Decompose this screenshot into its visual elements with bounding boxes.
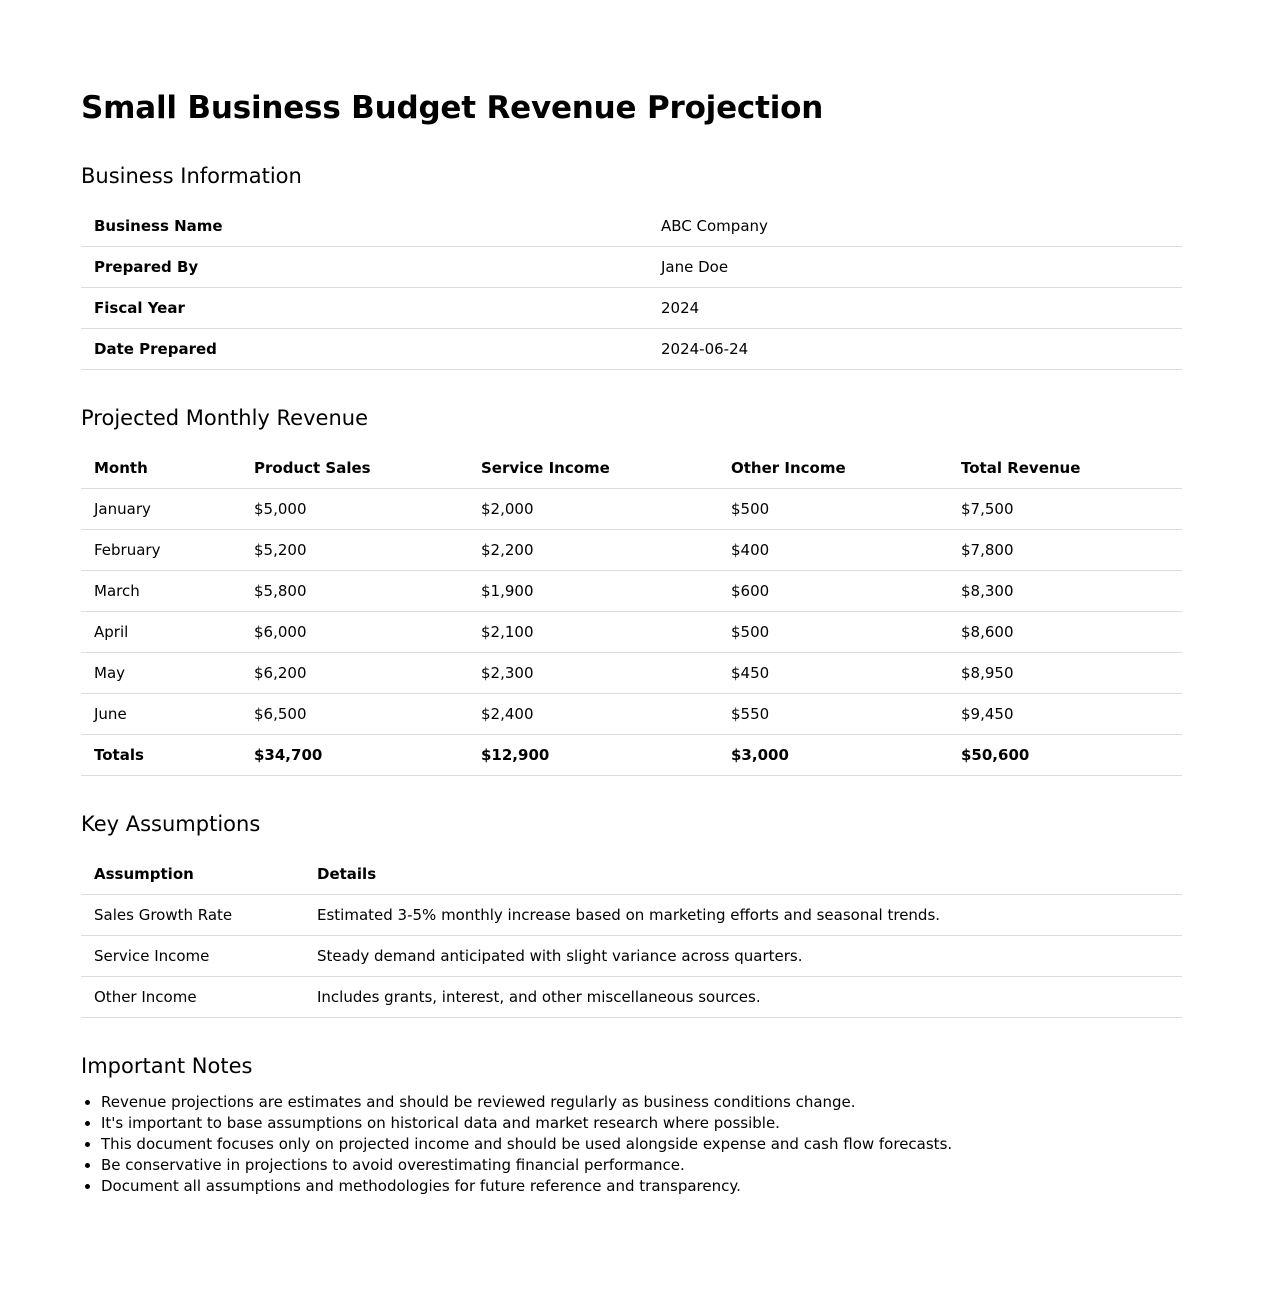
business-info-section: [81, 162, 1182, 370]
assumptions-heading: Key Assumptions: [81, 812, 261, 836]
table-row: [81, 329, 1182, 370]
column-header-details: Details: [304, 854, 1182, 895]
cell-service-income: $2,200: [468, 530, 718, 571]
list-item: • Document all assumptions and methodologies for future reference and transparency.: [101, 1176, 1182, 1197]
info-label: Fiscal Year: [81, 288, 648, 329]
table-row: [81, 206, 1182, 247]
column-header-month: Month: [81, 448, 241, 489]
cell-month: May: [81, 653, 241, 694]
table-row: [81, 571, 1182, 612]
assumptions-section: [81, 810, 1182, 1018]
info-value: 2024: [648, 288, 1182, 329]
cell-total-revenue: $9,450: [948, 694, 1182, 735]
cell-product-sales: $6,500: [241, 694, 468, 735]
table-row: [81, 936, 1182, 977]
revenue-heading: Projected Monthly Revenue: [81, 406, 368, 430]
page-title: Small Business Budget Revenue Projection: [81, 90, 824, 126]
cell-details: Steady demand anticipated with slight variance across quarters.: [304, 936, 1182, 977]
table-row: [81, 247, 1182, 288]
cell-service-income: $2,300: [468, 653, 718, 694]
business-info-table: [81, 206, 1182, 370]
cell-total-revenue: $8,300: [948, 571, 1182, 612]
info-value: ABC Company: [648, 206, 1182, 247]
cell-other-income: $600: [718, 571, 948, 612]
info-label: Prepared By: [81, 247, 648, 288]
column-header-other-income: Other Income: [718, 448, 948, 489]
total-service-income: $12,900: [468, 735, 718, 776]
cell-month: April: [81, 612, 241, 653]
info-value: Jane Doe: [648, 247, 1182, 288]
cell-service-income: $2,100: [468, 612, 718, 653]
cell-other-income: $450: [718, 653, 948, 694]
cell-total-revenue: $7,800: [948, 530, 1182, 571]
table-row: [81, 977, 1182, 1018]
cell-other-income: $500: [718, 489, 948, 530]
table-header-row: [81, 448, 1182, 489]
info-label: Business Name: [81, 206, 648, 247]
table-row: [81, 612, 1182, 653]
total-other-income: $3,000: [718, 735, 948, 776]
cell-details: Includes grants, interest, and other miscellaneous sources.: [304, 977, 1182, 1018]
table-row: [81, 530, 1182, 571]
cell-product-sales: $5,000: [241, 489, 468, 530]
total-revenue: $50,600: [948, 735, 1182, 776]
cell-other-income: $550: [718, 694, 948, 735]
cell-total-revenue: $8,600: [948, 612, 1182, 653]
cell-product-sales: $6,000: [241, 612, 468, 653]
notes-heading: Important Notes: [81, 1054, 253, 1078]
column-header-product-sales: Product Sales: [241, 448, 468, 489]
cell-product-sales: $5,200: [241, 530, 468, 571]
cell-month: March: [81, 571, 241, 612]
cell-service-income: $2,400: [468, 694, 718, 735]
info-value: 2024-06-24: [648, 329, 1182, 370]
cell-other-income: $400: [718, 530, 948, 571]
totals-label: Totals: [81, 735, 241, 776]
notes-section: [81, 1052, 1182, 1197]
cell-service-income: $1,900: [468, 571, 718, 612]
info-label: Date Prepared: [81, 329, 648, 370]
cell-product-sales: $6,200: [241, 653, 468, 694]
totals-row: [81, 735, 1182, 776]
list-item: • Be conservative in projections to avoid overestimating financial performance.: [101, 1155, 1182, 1176]
list-item: • This document focuses only on projected income and should be used alongside expense and cash flow forecasts.: [101, 1134, 1182, 1155]
cell-month: February: [81, 530, 241, 571]
business-info-heading: Business Information: [81, 164, 302, 188]
table-row: [81, 489, 1182, 530]
table-header-row: [81, 854, 1182, 895]
cell-assumption: Sales Growth Rate: [81, 895, 304, 936]
column-header-total-revenue: Total Revenue: [948, 448, 1182, 489]
table-row: [81, 653, 1182, 694]
notes-list: [81, 1092, 1182, 1197]
cell-other-income: $500: [718, 612, 948, 653]
cell-details: Estimated 3-5% monthly increase based on marketing efforts and seasonal trends.: [304, 895, 1182, 936]
revenue-table: [81, 448, 1182, 776]
cell-product-sales: $5,800: [241, 571, 468, 612]
table-row: [81, 288, 1182, 329]
column-header-assumption: Assumption: [81, 854, 304, 895]
cell-service-income: $2,000: [468, 489, 718, 530]
cell-total-revenue: $8,950: [948, 653, 1182, 694]
cell-month: June: [81, 694, 241, 735]
list-item: • Revenue projections are estimates and should be reviewed regularly as business conditions change.: [101, 1092, 1182, 1113]
cell-assumption: Service Income: [81, 936, 304, 977]
assumptions-table: [81, 854, 1182, 1018]
cell-total-revenue: $7,500: [948, 489, 1182, 530]
revenue-section: [81, 404, 1182, 776]
table-row: [81, 694, 1182, 735]
cell-month: January: [81, 489, 241, 530]
list-item: • It's important to base assumptions on historical data and market research where possible.: [101, 1113, 1182, 1134]
column-header-service-income: Service Income: [468, 448, 718, 489]
cell-assumption: Other Income: [81, 977, 304, 1018]
total-product-sales: $34,700: [241, 735, 468, 776]
table-row: [81, 895, 1182, 936]
